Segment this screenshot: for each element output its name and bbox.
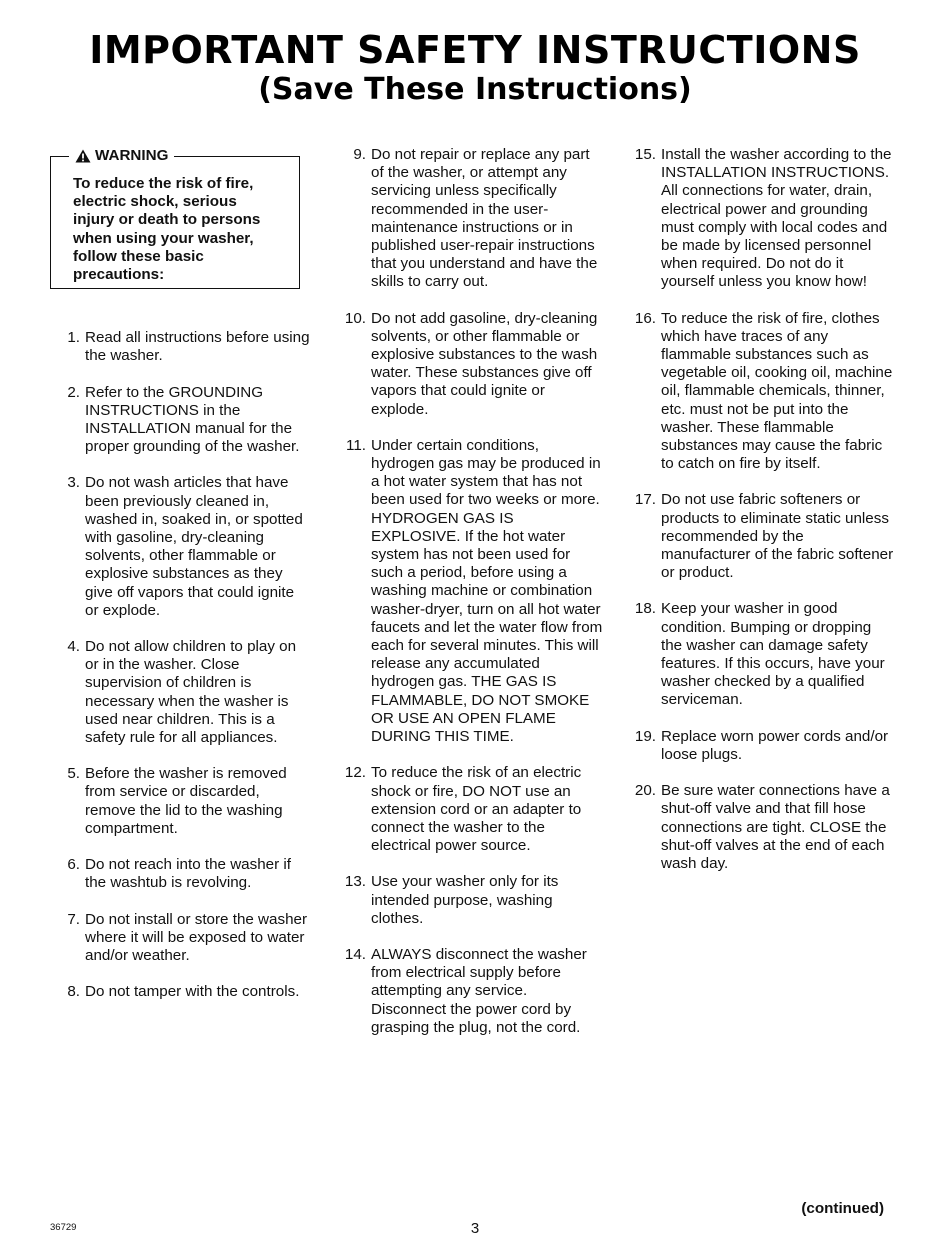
item-number: 3. — [67, 474, 80, 492]
page-subtitle: (Save These Instructions) — [258, 72, 692, 107]
item-number: 11. — [346, 436, 366, 454]
item-number: 12. — [344, 764, 366, 782]
list-item — [50, 911, 310, 966]
item-text: Do not allow children to play on or in the washer. Close supervision of children is necessary when the washer is used near children. This is a safety rule for all appliances. — [85, 638, 297, 747]
warning-text: To reduce the risk of fire, electric shock, serious injury or death to persons when using your washer, follow these basic precautions: — [73, 175, 261, 284]
item-number: 6. — [67, 856, 80, 874]
item-number: 19. — [634, 727, 656, 745]
item-number: 14. — [344, 945, 366, 963]
item-text: Before the washer is removed from service or discarded, remove the lid to the washing compartment. — [85, 765, 287, 837]
column-1 — [50, 146, 310, 1019]
list-item — [336, 437, 606, 746]
list-item — [626, 146, 896, 292]
list-item — [50, 474, 310, 620]
item-number: 7. — [67, 910, 80, 928]
item-text: Replace worn power cords and/or loose plugs. — [661, 727, 889, 763]
warning-box — [50, 147, 300, 289]
list-item — [50, 983, 310, 1001]
page-title: IMPORTANT SAFETY INSTRUCTIONS — [89, 28, 861, 72]
list-item — [626, 782, 896, 873]
item-number: 5. — [67, 765, 80, 783]
list-item — [50, 856, 310, 892]
column-2 — [336, 146, 606, 1055]
warning-label — [69, 147, 174, 165]
warning-label-text: WARNING — [95, 147, 169, 164]
item-number: 20. — [634, 782, 656, 800]
list-item — [336, 146, 606, 292]
item-text: Do not use fabric softeners or products to eliminate static unless recommended by the manufacturer of the fabric softener or product. — [661, 491, 894, 582]
list-item — [336, 873, 606, 928]
item-number: 8. — [67, 983, 80, 1001]
item-text: ALWAYS disconnect the washer from electrical supply before attempting any service. Disconnect the power cord by grasping the plug, not the cord. — [371, 945, 587, 1036]
item-number: 15. — [634, 146, 656, 163]
item-number: 2. — [67, 383, 80, 401]
column-3 — [626, 146, 896, 891]
item-text: To reduce the risk of fire, clothes which have traces of any flammable substances such as vegetable oil, cooking oil, machine oil, flammable chemicals, thinner, etc. must not be put into the washer. These flammable substances may cause the fabric to catch on fire by itself. — [661, 309, 893, 473]
item-text: Be sure water connections have a shut-off valve and that fill hose connections are tight. CLOSE the shut-off valves at the end of each wash day. — [661, 782, 890, 872]
list-item — [50, 638, 310, 747]
list-item — [336, 764, 606, 855]
item-text: Read all instructions before using the washer. — [85, 329, 310, 365]
list-item — [336, 310, 606, 419]
item-text: Under certain conditions, hydrogen gas may be produced in a hot water system that has not been used for two weeks or more. HYDROGEN GAS IS EXPLOSIVE. If the hot water system has not been used for such a period, before using a washing machine or combination washer-dryer, turn on all hot water faucets and let the water flow from each for several minutes. This will release any accumulated hydrogen gas. THE GAS IS FLAMMABLE, DO NOT SMOKE OR USE AN OPEN FLAME DURING THIS TIME. — [371, 436, 603, 746]
list-item — [626, 728, 896, 764]
item-number: 18. — [634, 600, 656, 618]
item-text: Do not repair or replace any part of the washer, or attempt any servicing unless specifically recommended in the user-maintenance instructions or in published user-repair instructions that you understand and have the skills to carry out. — [371, 146, 598, 291]
list-item — [50, 765, 310, 838]
item-text: Install the washer according to the INSTALLATION INSTRUCTIONS. All connections for water, drain, electrical power and grounding must comply with local codes and be made by licensed personnel when required. Do not do it yourself unless you know how! — [661, 146, 892, 291]
item-text: Do not install or store the washer where it will be exposed to water and/or weather. — [85, 910, 308, 964]
warning-triangle-icon — [75, 149, 91, 163]
item-number: 4. — [67, 638, 80, 656]
item-number: 16. — [634, 309, 656, 327]
item-text: Do not wash articles that have been previously cleaned in, washed in, soaked in, or spotted with gasoline, dry-cleaning solvents, other flammable or explosive substances as they give off vapors that could ignite or explode. — [85, 474, 303, 619]
document-number: 36729 — [50, 1222, 77, 1233]
continued-note: (continued) — [801, 1200, 884, 1217]
instruction-list-2 — [336, 146, 606, 1037]
item-text: Do not reach into the washer if the washtub is revolving. — [85, 856, 291, 892]
item-text: To reduce the risk of an electric shock or fire, DO NOT use an extension cord or an adapter to connect the washer to the electrical power source. — [371, 764, 582, 855]
item-number: 1. — [67, 329, 80, 347]
item-number: 17. — [634, 491, 656, 509]
item-number: 13. — [344, 873, 366, 891]
item-text: Refer to the GROUNDING INSTRUCTIONS in the INSTALLATION manual for the proper grounding of the washer. — [85, 383, 300, 456]
item-text: Use your washer only for its intended purpose, washing clothes. — [371, 873, 559, 927]
item-text: Do not tamper with the controls. — [85, 983, 300, 1001]
item-number: 9. — [353, 146, 366, 163]
list-item — [626, 310, 896, 474]
instruction-list-3 — [626, 146, 896, 873]
list-item — [626, 600, 896, 709]
item-text: Keep your washer in good condition. Bumping or dropping the washer can damage safety features. If this occurs, have your washer checked by a qualified serviceman. — [661, 600, 885, 709]
item-text: Do not add gasoline, dry-cleaning solvents, or other flammable or explosive substances to the wash water. These substances give off vapors that could ignite or explode. — [371, 309, 598, 418]
list-item — [50, 329, 310, 365]
instruction-list-1 — [50, 329, 310, 1001]
list-item — [626, 491, 896, 582]
list-item — [336, 946, 606, 1037]
page-number: 3 — [470, 1220, 480, 1237]
list-item — [50, 384, 310, 457]
item-number: 10. — [344, 309, 366, 327]
